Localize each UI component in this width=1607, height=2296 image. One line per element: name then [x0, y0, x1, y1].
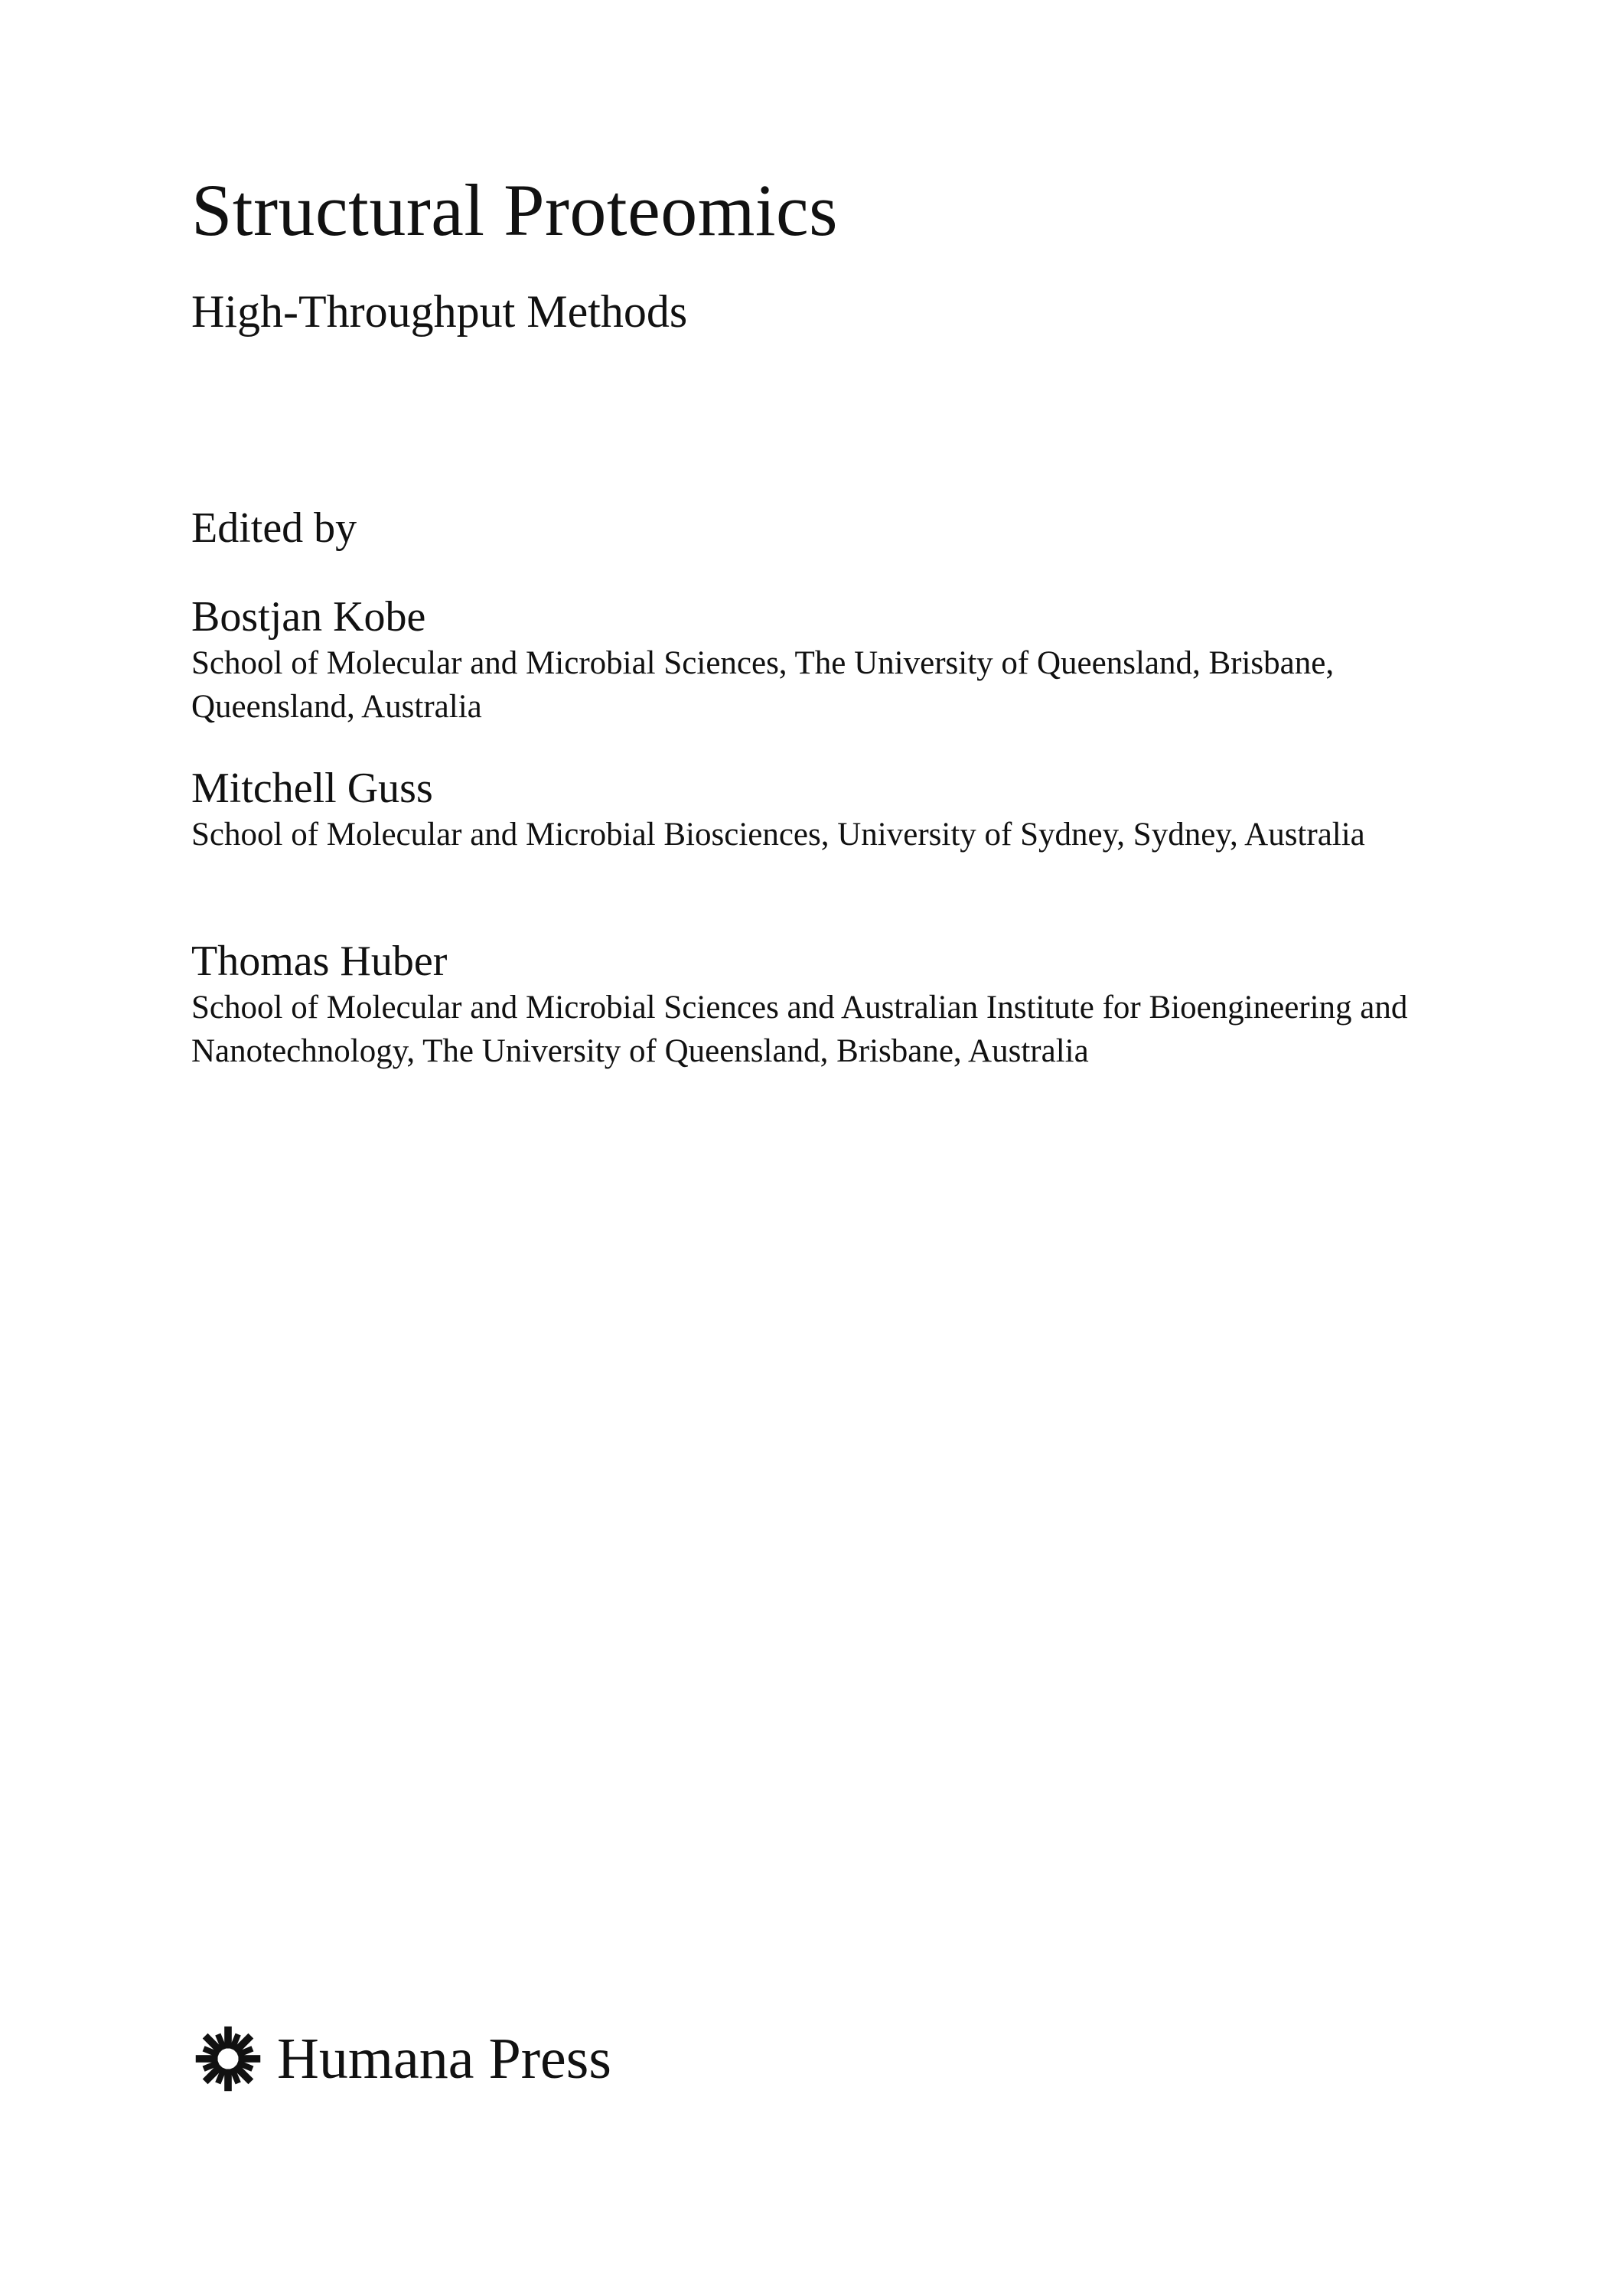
editor-name: Mitchell Guss — [191, 765, 433, 812]
editor-affiliation: School of Molecular and Microbial Sciences and Australian Institute for Bioengineering and Nanotechnology, The University of Queensland, Brisbane, Australia — [191, 989, 1408, 1069]
edited-by-label: Edited by — [191, 504, 357, 552]
publisher-imprint — [191, 2020, 611, 2097]
editor-entry — [191, 765, 1454, 856]
publisher-name: Humana Press — [277, 2027, 611, 2091]
editor-entry — [191, 938, 1454, 1073]
editor-affiliation: School of Molecular and Microbial Biosciences, University of Sydney, Sydney, Australia — [191, 816, 1365, 853]
editor-name: Bostjan Kobe — [191, 593, 426, 641]
book-title: Structural Proteomics — [191, 169, 839, 251]
editor-affiliation: School of Molecular and Microbial Sciences, The University of Queensland, Brisbane, Queensland, Australia — [191, 644, 1335, 725]
humana-sunburst-logo-icon — [191, 2022, 265, 2095]
editor-name: Thomas Huber — [191, 938, 448, 985]
editor-entry — [191, 594, 1454, 729]
book-subtitle: High-Throughput Methods — [191, 286, 688, 337]
